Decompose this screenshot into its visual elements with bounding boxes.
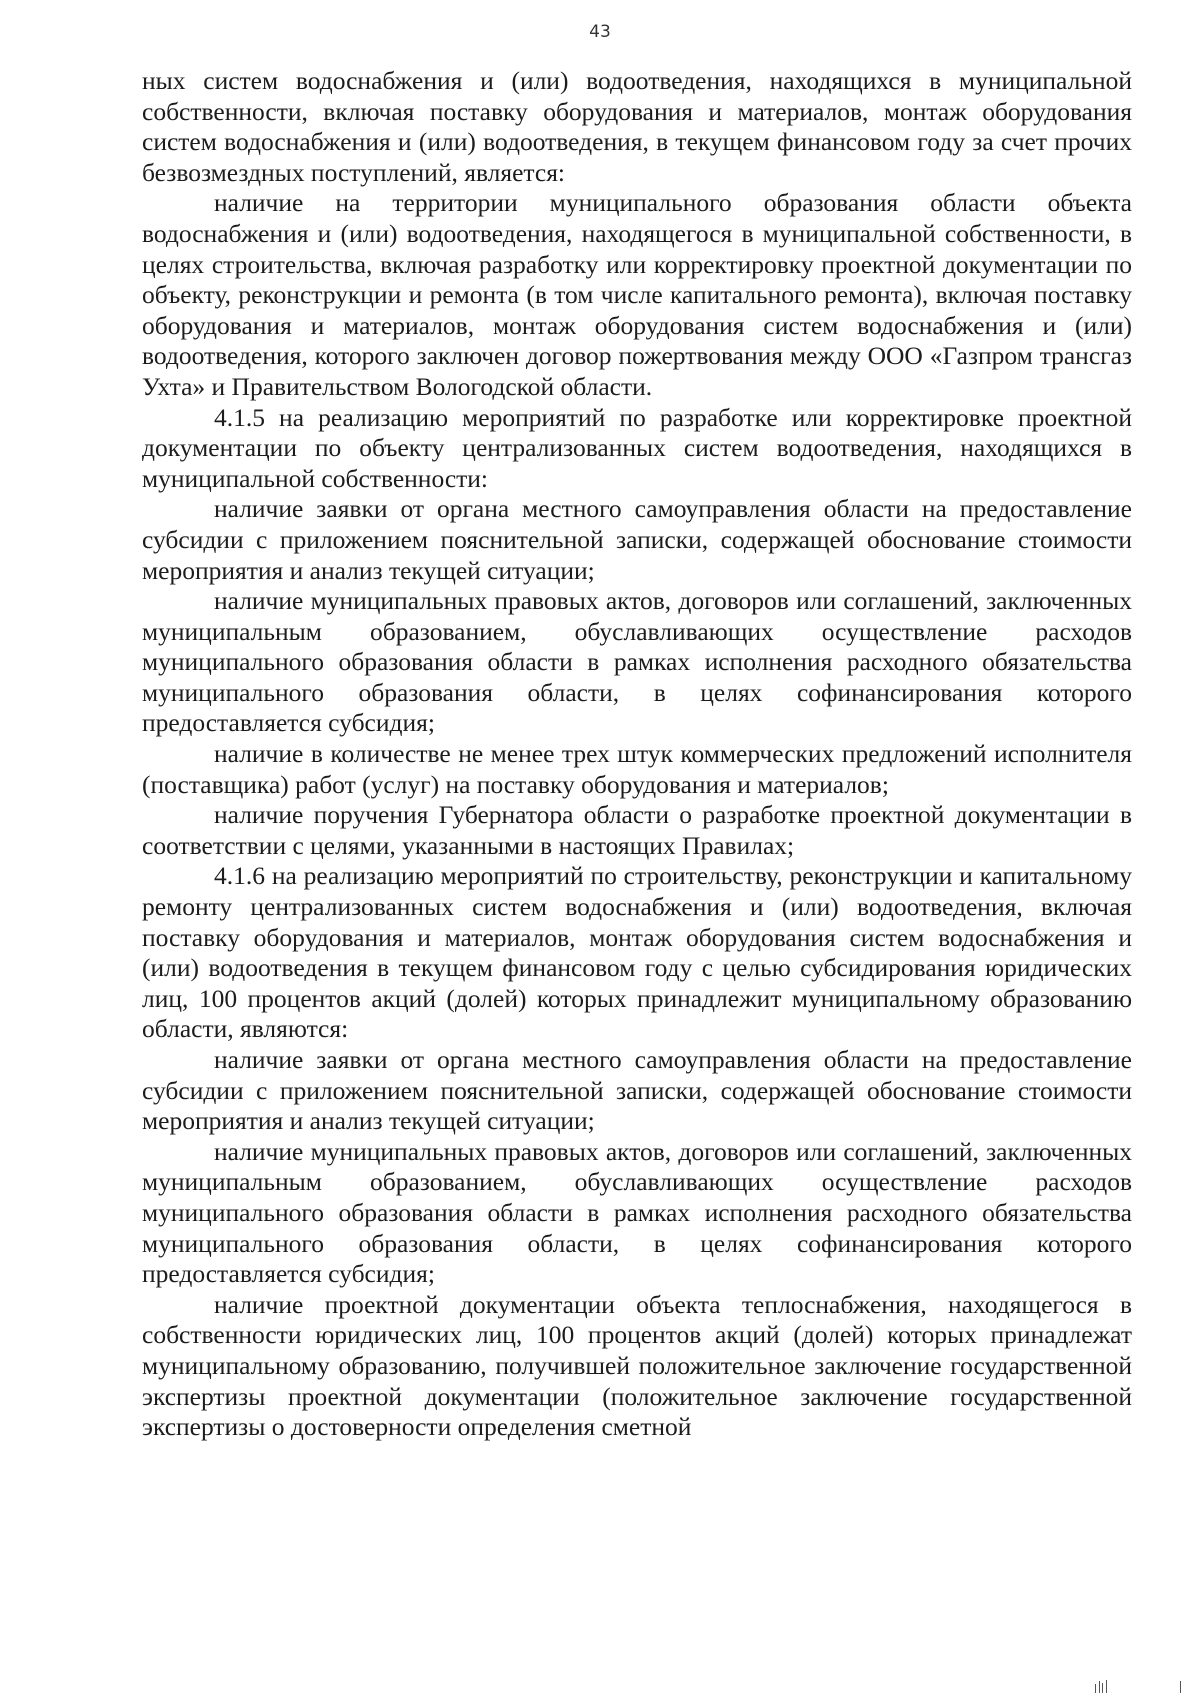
paragraph: наличие на территории муниципального образования области объекта водоснабжения и (или) водоотведения, находящегося в муниципальной собственности, в целях строительства, включая разработку или корректировку проектной документации по объекту, реконструкции и ремонта (в том числе капитального ремонта), включая поставку оборудования и материалов, монтаж оборудования систем водоснабжения и (или) водоотведения, которого заключен договор пожертвования между ООО «Газпром трансгаз Ухта» и Правительством Вологодской области. xyxy=(142,188,1132,401)
paragraph: наличие заявки от органа местного самоуправления области на предоставление субсидии с приложением пояснительной записки, содержащей обоснование стоимости мероприятия и анализ текущей ситуации; xyxy=(142,1045,1132,1136)
scan-mark xyxy=(1102,1683,1103,1693)
scan-mark xyxy=(1095,1684,1096,1693)
paragraph-item-4-1-5: 4.1.5 на реализацию мероприятий по разработке или корректировке проектной документации по объекту централизованных систем водоотведения, находящихся в муниципальной собственности: xyxy=(142,402,1132,493)
paragraph-continuation: ных систем водоснабжения и (или) водоотведения, находящихся в муниципальной собственности, включая поставку оборудования и материалов, монтаж оборудования систем водоснабжения и (или) водоотведения, в текущем финансовом году за счет прочих безвозмездных поступлений, является: xyxy=(142,66,1132,187)
document-body xyxy=(142,66,1132,1443)
paragraph: наличие в количестве не менее трех штук коммерческих предложений исполнителя (поставщика) работ (услуг) на поставку оборудования и материалов; xyxy=(142,739,1132,799)
paragraph: наличие поручения Губернатора области о разработке проектной документации в соответствии с целями, указанными в настоящих Правилах; xyxy=(142,800,1132,860)
page-number: 43 xyxy=(589,22,611,42)
scan-mark xyxy=(1180,1681,1181,1693)
paragraph: наличие заявки от органа местного самоуправления области на предоставление субсидии с приложением пояснительной записки, содержащей обоснование стоимости мероприятия и анализ текущей ситуации; xyxy=(142,494,1132,585)
paragraph-item-4-1-6: 4.1.6 на реализацию мероприятий по строительству, реконструкции и капитальному ремонту централизованных систем водоснабжения и (или) водоотведения, включая поставку оборудования и материалов, монтаж оборудования систем водоснабжения и (или) водоотведения в текущем финансовом году с целью субсидирования юридических лиц, 100 процентов акций (долей) которых принадлежит муниципальному образованию области, являются: xyxy=(142,861,1132,1044)
paragraph: наличие муниципальных правовых актов, договоров или соглашений, заключенных муниципальным образованием, обуславливающих осуществление расходов муниципального образования области в рамках исполнения расходного обязательства муниципального образования области, в целях софинансирования которого предоставляется субсидия; xyxy=(142,1136,1132,1289)
scan-mark xyxy=(1106,1680,1107,1693)
paragraph: наличие проектной документации объекта теплоснабжения, находящегося в собственности юридических лиц, 100 процентов акций (долей) которых принадлежат муниципальному образованию, получившей положительное заключение государственной экспертизы проектной документации (положительное заключение государственной экспертизы о достоверности определения сметной xyxy=(142,1289,1132,1442)
scan-mark xyxy=(1099,1681,1100,1693)
paragraph: наличие муниципальных правовых актов, договоров или соглашений, заключенных муниципальным образованием, обуславливающих осуществление расходов муниципального образования области в рамках исполнения расходного обязательства муниципального образования области, в целях софинансирования которого предоставляется субсидия; xyxy=(142,586,1132,738)
